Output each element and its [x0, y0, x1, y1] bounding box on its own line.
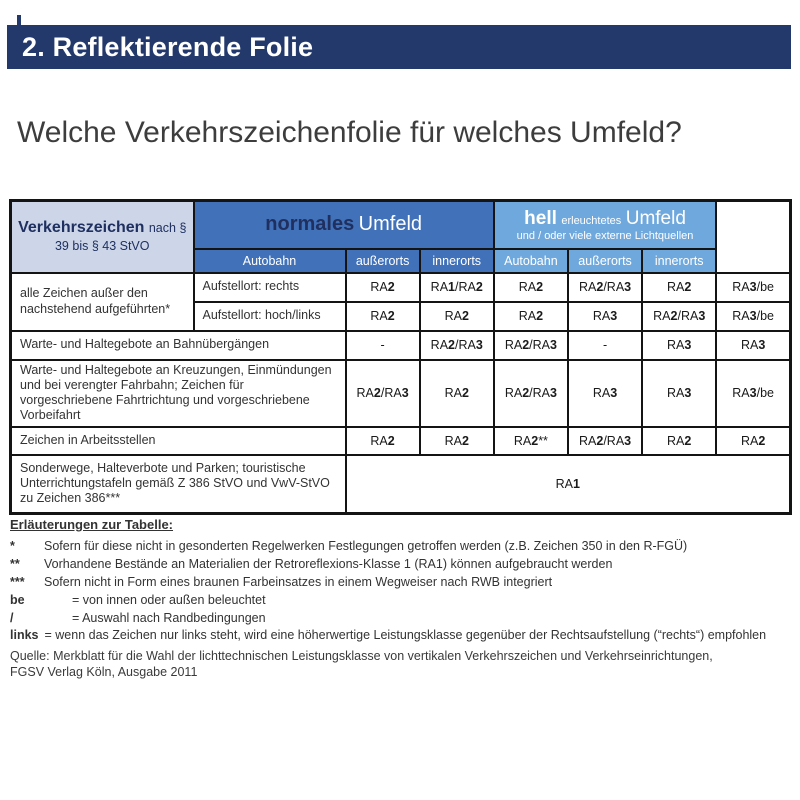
normales-bold: normales	[265, 213, 355, 236]
ra-cell: RA3	[642, 360, 716, 427]
ra-cell: -	[568, 331, 642, 360]
col-header-hell-ausserorts: außerorts	[568, 249, 642, 273]
page-title: Welche Verkehrszeichenfolie für welches Umfeld?	[17, 116, 682, 149]
ra-cell: RA2/RA3	[346, 360, 420, 427]
row-label: Zeichen in Arbeitsstellen	[11, 427, 346, 455]
footnote-text: Sofern für diese nicht in gesonderten Regelwerken Festlegungen getroffen werden (z.B. Zeichen 350 in den R-FGÜ)	[44, 539, 688, 553]
ra-cell: RA1/RA2	[420, 273, 494, 302]
row-label: alle Zeichen außer den nachstehend aufgeführten*	[11, 273, 194, 331]
footnote-marker: /	[10, 610, 14, 625]
row-sublabel: Aufstellort: rechts	[194, 273, 346, 302]
row-label: Warte- und Haltegebote an Bahnübergängen	[11, 331, 346, 360]
legend-title: Erläuterungen zur Tabelle:	[10, 517, 174, 532]
legend-items	[10, 539, 792, 643]
footnote-text: = Auswahl nach Randbedingungen	[72, 610, 266, 625]
row-label: Sonderwege, Halteverbote und Parken; touristische Unterrichtungstafeln gemäß Z 386 StVO und VwV-StVO zu Zeichen 386***	[11, 455, 346, 514]
footnote-item	[10, 539, 792, 553]
legend	[10, 517, 792, 646]
table-row	[11, 455, 791, 514]
ra-cell: RA2	[346, 427, 420, 455]
ra-cell: RA2/RA3	[494, 360, 568, 427]
normales-rest: Umfeld	[358, 213, 423, 236]
table-row	[11, 331, 791, 360]
table-row	[11, 427, 791, 455]
ra-cell: RA3/be	[716, 360, 790, 427]
section-title-bar	[7, 25, 791, 69]
footnote-item	[10, 611, 792, 625]
ra-cell: RA2/RA3	[568, 427, 642, 455]
header-hell-umfeld	[494, 201, 716, 249]
corner-header-title: Verkehrszeichen	[18, 218, 145, 236]
corner-header-subtitle: nach § 39 bis § 43 StVO	[54, 220, 187, 253]
ra-cell: RA1	[346, 455, 791, 514]
col-header-normal-ausserorts: außerorts	[346, 249, 420, 273]
footnote-text: Vorhandene Bestände an Materialien der Retroreflexions-Klasse 1 (RA1) können aufgebraucht werden	[44, 556, 613, 571]
ra-cell: RA2	[420, 360, 494, 427]
footnote-item	[10, 593, 792, 607]
footnote-item	[10, 575, 792, 589]
ra-cell: RA2/RA3	[494, 331, 568, 360]
footnote-text: Sofern nicht in Form eines braunen Farbeinsatzes in einem Wegweiser nach RWB integriert	[44, 574, 553, 589]
ra-cell: RA2	[642, 273, 716, 302]
footnote-marker: links	[10, 628, 39, 643]
row-sublabel: Aufstellort: hoch/links	[194, 302, 346, 331]
ra-cell: RA3	[716, 331, 790, 360]
col-header-hell-autobahn: Autobahn	[494, 249, 568, 273]
footnote-text: = von innen oder außen beleuchtet	[72, 592, 266, 607]
footnote-marker: **	[10, 556, 20, 571]
umfeld-table	[9, 199, 792, 515]
hell-small: erleuchtetes	[561, 214, 622, 227]
hell-bold: hell	[524, 207, 557, 229]
footnote-text: = wenn das Zeichen nur links steht, wird eine höherwertige Leistungsklasse gegenüber der Rechtsaufstellung (“rechts“) empfohlen	[44, 628, 767, 643]
table-row	[11, 273, 791, 302]
footnote-marker: *	[10, 539, 15, 553]
ra-cell: RA3	[568, 360, 642, 427]
col-header-normal-innerorts: innerorts	[420, 249, 494, 273]
ra-cell: RA3/be	[716, 273, 790, 302]
corner-header	[11, 201, 194, 273]
hell-line1	[496, 208, 714, 230]
footnote-item	[10, 628, 792, 642]
ra-cell: RA3	[642, 331, 716, 360]
ra-cell: RA2	[346, 302, 420, 331]
ra-cell: RA2**	[494, 427, 568, 455]
source-note	[10, 648, 713, 681]
ra-cell: RA3	[568, 302, 642, 331]
ra-cell: RA2	[494, 302, 568, 331]
col-header-normal-autobahn: Autobahn	[194, 249, 346, 273]
ra-cell: RA2	[346, 273, 420, 302]
ra-cell: RA2/RA3	[642, 302, 716, 331]
source-line1: Quelle: Merkblatt für die Wahl der lichttechnischen Leistungsklasse von vertikalen Verkehrszeichen und Verkehrseinrichtungen,	[10, 649, 713, 663]
table-row	[11, 360, 791, 427]
header-normales-umfeld	[194, 201, 494, 249]
ra-cell: RA2/RA3	[568, 273, 642, 302]
ra-cell: RA2	[716, 427, 790, 455]
ra-cell: -	[346, 331, 420, 360]
section-title: 2. Reflektierende Folie	[22, 32, 314, 62]
footnote-marker: ***	[10, 574, 25, 589]
hell-line2: und / oder viele externe Lichtquellen	[516, 229, 694, 242]
footnote-item	[10, 557, 792, 571]
ra-cell: RA2/RA3	[420, 331, 494, 360]
footnote-marker: be	[10, 592, 25, 607]
ra-cell: RA2	[642, 427, 716, 455]
ra-cell: RA2	[420, 302, 494, 331]
hell-rest: Umfeld	[625, 207, 686, 229]
ra-cell: RA2	[494, 273, 568, 302]
table-body	[11, 273, 791, 514]
ra-cell: RA3/be	[716, 302, 790, 331]
col-header-hell-innerorts: innerorts	[642, 249, 716, 273]
ra-cell: RA2	[420, 427, 494, 455]
row-label: Warte- und Haltegebote an Kreuzungen, Einmündungen und bei verengter Fahrbahn; Zeichen für vorgeschriebene Fahrtrichtung und vorgeschriebene Vorbeifahrt	[11, 360, 346, 427]
source-line2: FGSV Verlag Köln, Ausgabe 2011	[10, 665, 198, 680]
